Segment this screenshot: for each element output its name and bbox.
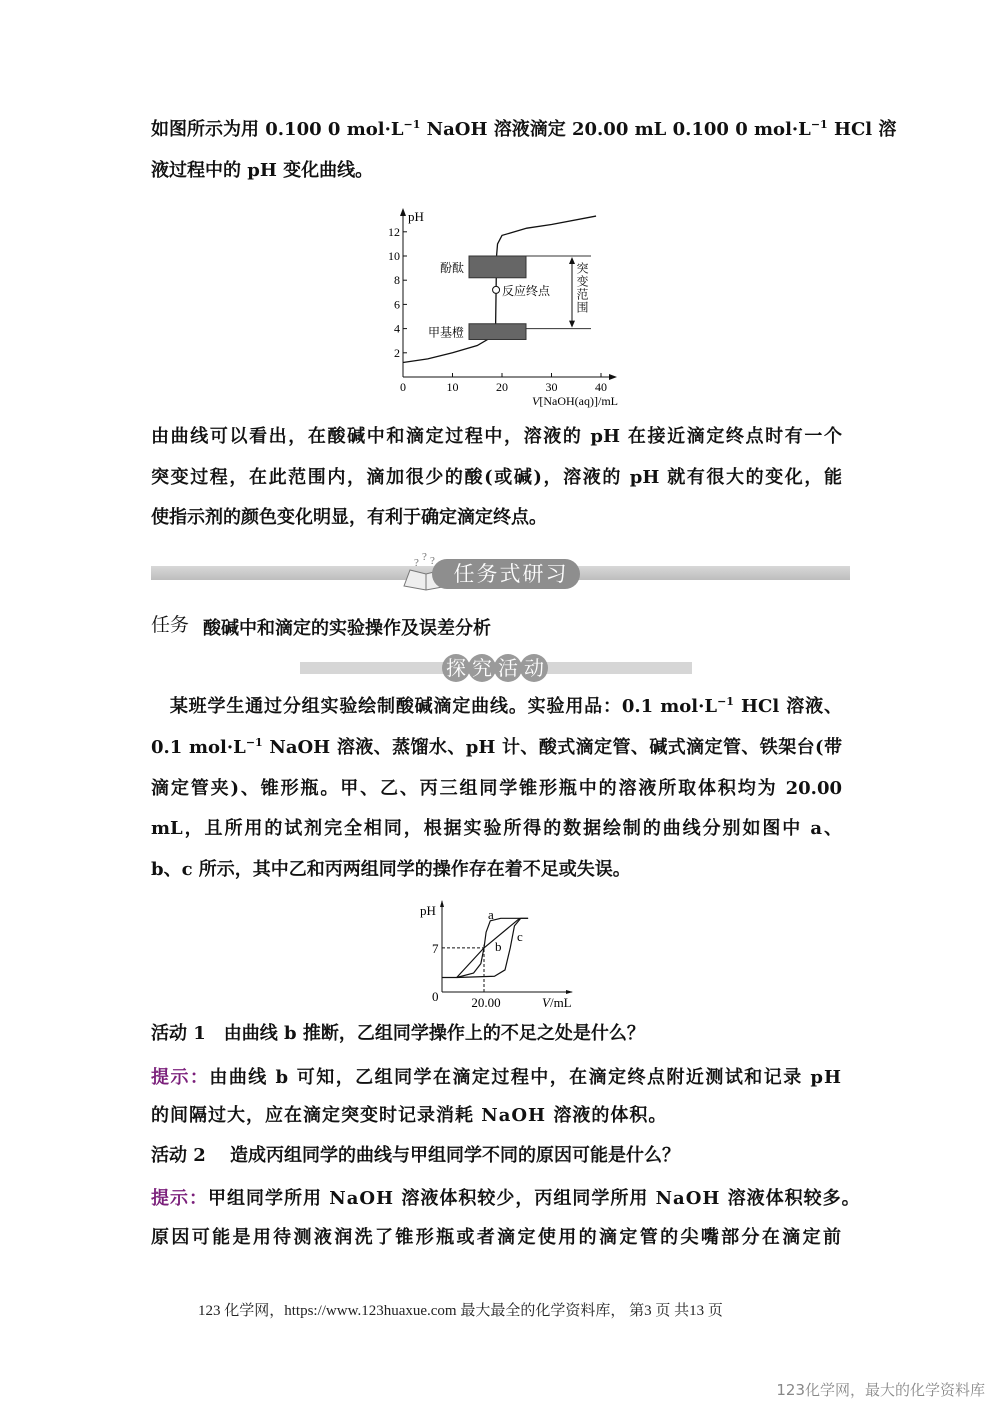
watermark: 123化学网，最大的化学资料库 [776,1381,985,1399]
section-banner: 任务式研习 [432,559,580,589]
text-run: 活动 1 由曲线 b 推断，乙组同学操作上的不足之处是什么？ [151,1023,645,1044]
y-tick-label: 12 [388,224,400,239]
hint2-line [151,1187,861,1211]
text-run: NaOH 溶液滴定 20.00 mL 0.100 0 mol·L [420,119,811,140]
text-run: 活动 2 造成丙组同学的曲线与甲组同学不同的原因可能是什么？ [151,1145,681,1166]
hint-label: 提示： [151,1188,208,1209]
superscript: −1 [245,736,263,749]
text-run: 如图所示为用 0.100 0 mol·L [151,119,404,140]
text-run: 由曲线可以看出，在酸碱中和滴定过程中，溶液的 pH 在接近滴定终点时有一个 [151,426,842,447]
experiment-line [151,736,842,760]
curve-label-b: b [495,939,502,954]
hint2-line [151,1226,842,1250]
intro-line [151,118,897,142]
y-axis-arrow [400,208,406,216]
x-tick-label: 20.00 [471,995,501,1010]
y-tick-label: 10 [388,249,400,263]
activity-banner-char: 动 [520,654,548,682]
page-footer: 123 化学网，https://www.123huaxue.com 最大最全的化学资料库， 第3 页 共13 页 [198,1303,723,1319]
hint-label: 提示： [151,1067,210,1088]
y-axis-label: pH [408,209,424,224]
y-axis-arrow [440,900,444,907]
text-run: 由曲线 b 可知，乙组同学在滴定过程中，在滴定终点附近测试和记录 pH [209,1067,842,1088]
endpoint-marker [493,286,500,293]
text-run: 0.1 mol·L [151,737,246,758]
text-run: HCl 溶液、 [733,696,842,717]
endpoint-label: 反应终点 [502,283,551,298]
text-run: NaOH 溶液、蒸馏水、pH 计、酸式滴定管、碱式滴定管、铁架台(带 [262,737,842,758]
task-label: 任务 [151,614,190,636]
x-tick-label: 10 [446,380,459,394]
text-run: 甲组同学所用 NaOH 溶液体积较少，丙组同学所用 NaOH 溶液体积较多。 [208,1188,861,1209]
x-tick-label: 40 [595,380,607,394]
indicator-box-methyl-orange [469,324,526,340]
text-run: HCl 溶 [827,119,897,140]
y-axis-label: pH [420,903,436,918]
superscript: −1 [810,118,828,131]
activity-banner-char: 究 [468,654,496,682]
explain-line [151,506,842,530]
titration-curve-chart [380,205,630,410]
superscript: −1 [403,118,421,131]
x-tick-label: 30 [545,380,558,394]
text-run: 原因可能是用待测液润洗了锥形瓶或者滴定使用的滴定管的尖嘴部分在滴定前 [151,1227,842,1248]
y-tick-label: 6 [394,297,400,312]
superscript: −1 [717,695,734,708]
x-tick-label: 20 [496,380,508,394]
experiment-line [151,695,842,719]
explain-line [151,425,842,449]
intro-line [151,159,842,183]
explain-line [151,466,842,490]
activity-banner [442,654,548,682]
text-run: 液过程中的 pH 变化曲线。 [151,160,374,181]
x-axis-label: V[NaOH(aq)]/mL [532,394,618,408]
task-title: 酸碱中和滴定的实验操作及误差分析 [203,618,491,639]
text-run: mL，且所用的试剂完全相同，根据实验所得的数据绘制的曲线分别如图中 a、 [151,818,842,839]
text-run: 滴定管夹)、锥形瓶。甲、乙、丙三组同学锥形瓶中的溶液所取体积均为 20.00 [151,778,842,799]
y-tick-label: 2 [394,345,400,360]
x-tick-label: 0 [400,380,406,394]
hint1-line [151,1104,842,1128]
text-run: 某班学生通过分组实验绘制酸碱滴定曲线。实验用品：0.1 mol·L [151,696,718,717]
hint1-line [151,1066,842,1090]
activity-banner-char: 探 [442,654,470,682]
origin-label: 0 [432,989,439,1004]
text-run: 突变过程，在此范围内，滴加很少的酸(或碱)，溶液的 pH 就有很大的变化，能 [151,467,842,488]
activity2-line [151,1144,842,1168]
svg-text:?: ? [422,552,427,563]
x-axis-label: V/mL [542,995,572,1010]
experiment-line [151,817,842,841]
activity1-line [151,1022,842,1046]
text-run: 的间隔过大，应在滴定突变时记录消耗 NaOH 溶液的体积。 [151,1105,668,1126]
svg-text:?: ? [430,555,435,567]
indicator-label: 酚酞 [439,260,464,275]
curve-label-a: a [488,907,494,922]
indicator-label: 甲基橙 [427,325,464,340]
y-tick-label: 4 [394,321,400,336]
text-run: 使指示剂的颜色变化明显，有利于确定滴定终点。 [151,507,547,528]
experiment-line [151,777,842,801]
indicator-box-phenolphthalein [469,256,526,278]
y-tick-label: 7 [432,940,439,956]
experiment-line [151,858,842,882]
text-run: b、c 所示，其中乙和丙两组同学的操作存在着不足或失误。 [151,859,631,880]
x-axis-arrow [566,990,573,994]
y-tick-label: 8 [394,273,400,288]
x-axis-arrow [609,374,617,380]
curve-label-c: c [517,929,523,944]
activity-banner-char: 活 [494,654,522,682]
abc-titration-chart [410,895,590,1015]
svg-text:?: ? [414,557,419,569]
jump-range-label: 突变范围 [575,262,589,314]
